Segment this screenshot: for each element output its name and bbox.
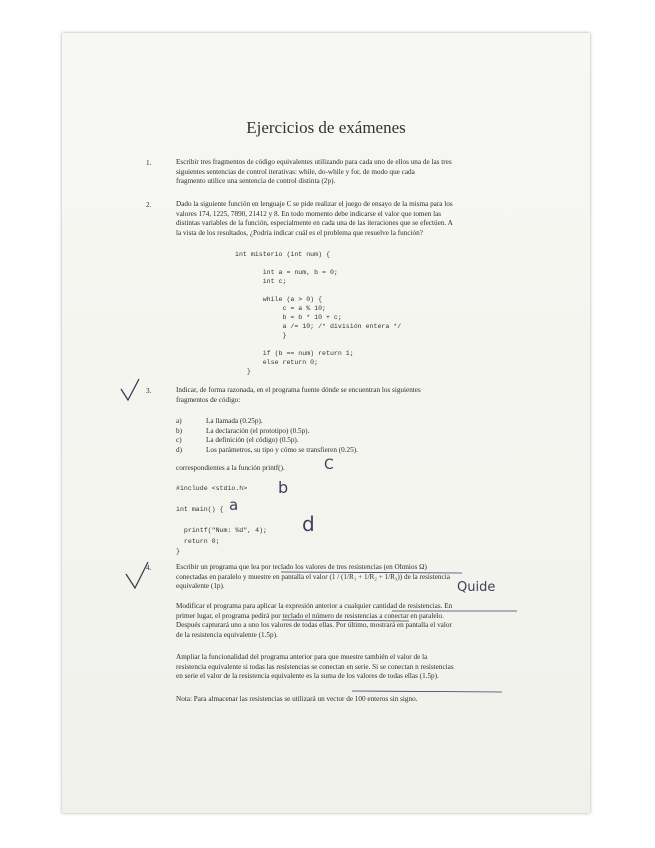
ex4-p1-line-3: equivalente (1p). bbox=[176, 582, 225, 591]
ex2-line-4: la vista de los resultados, ¿Podría indicar cuál es el problema que resuelve la función? bbox=[176, 228, 423, 237]
ex4-p2-line-2: primer lugar, el programa pedirá por teclado el número de resistencias a conectar en paralelo. bbox=[176, 611, 444, 620]
ex1-line-3: fragmento utilice una sentencia de control distinta (2p). bbox=[176, 177, 336, 186]
handwritten-a: a bbox=[229, 496, 239, 514]
ex4-p3-line-1: Ampliar la funcionalidad del programa anterior para que muestre también el valor de la bbox=[176, 653, 428, 661]
exam-sheet bbox=[62, 33, 590, 813]
ex1-line-1: Escribir tres fragmentos de código equivalentes utilizando para cada uno de ellos una de las tres bbox=[176, 158, 452, 166]
ex2-line-1: Dado la siguiente función en lenguaje C se pide realizar el juego de ensayo de la misma para los bbox=[176, 200, 453, 208]
ex3-line-1: Indicar, de forma razonada, en el programa fuente dónde se encuentran los siguientes bbox=[176, 386, 421, 394]
ex4-p3-line-3: en serie el valor de la resistencia equivalente es la suma de los valores de todas ellas (1.5p). bbox=[176, 672, 439, 681]
ex3-item-b: b) La declaración (el prototipo) (0.5p). bbox=[176, 426, 310, 435]
ex3-code: #include <stdio.h> int main() { printf("Num: %d", 4); return 0; } bbox=[176, 485, 268, 555]
ex4-nota: Nota: Para almacenar las resistencias se utilizará un vector de 100 enteros sin signo. bbox=[176, 695, 418, 703]
ex1-number: 1. bbox=[146, 159, 152, 167]
ex4-p1-line-2: conectadas en paralelo y muestre en pantalla el valor (1 / (1/R₁ + 1/R₂ + 1/R₃)) de la resistencia bbox=[176, 572, 450, 581]
ex4-p2-line-1: Modificar el programa para aplicar la expresión anterior a cualquier cantidad de resistencias. En bbox=[176, 602, 453, 610]
handwritten-c: C bbox=[324, 457, 334, 473]
ex2-line-2: valores 174, 1225, 7890, 21412 y 8. En todo momento debe indicarse el valor que tomen las bbox=[176, 209, 442, 218]
ex2-line-3: distintas variables de la función, especialmente en cada una de las iteraciones que se efectúen. A bbox=[176, 219, 453, 228]
ex3-item-c: c) La definición (el código) (0.5p). bbox=[176, 436, 299, 445]
ex4-p2-line-4: de la resistencia equivalente (1.5p). bbox=[176, 630, 278, 639]
ex1-line-2: siguientes sentencias de control iterativas: while, do-while y for, de modo que cada bbox=[176, 167, 415, 176]
ex2-code: int misterio (int num) { int a = num, b = 0; int c; while (a > 0) { c = a % 10; b = b * 10 + c; a /= 10; /* división entera */ } if (b == num) return 1; else return 0; } bbox=[235, 251, 402, 375]
ex4-p2-line-3: Después capturará uno a uno los valores de todas ellas. Por último, mostrará en pantalla el valor bbox=[176, 621, 452, 630]
ex3-item-d: d) Los parámetros, su tipo y cómo se transfieren (0.25). bbox=[176, 445, 358, 454]
handwritten-d: d bbox=[302, 512, 315, 536]
ex3-corresp: correspondientes a la función printf(). bbox=[176, 464, 285, 472]
ex2-number: 2. bbox=[146, 201, 152, 209]
ex4-number: 4. bbox=[146, 564, 152, 572]
handwritten-underlines bbox=[62, 33, 590, 813]
page-title: Ejercicios de exámenes bbox=[246, 118, 406, 137]
ex3-item-a: a) La llamada (0.25p). bbox=[176, 417, 263, 425]
handwritten-word: Quide bbox=[457, 580, 496, 595]
ex4-p1-line-1: Escribir un programa que lea por teclado los valores de tres resistencias (en Ohmios Ω) bbox=[176, 563, 427, 571]
ex3-number: 3. bbox=[146, 387, 152, 395]
ex4-p3-line-2: resistencia equivalente si todas las resistencias se conectan en serie. Si se conectan n resistencias bbox=[176, 662, 454, 671]
handwritten-b: b bbox=[278, 478, 289, 497]
ex3-line-2: fragmentos de código: bbox=[176, 395, 241, 404]
